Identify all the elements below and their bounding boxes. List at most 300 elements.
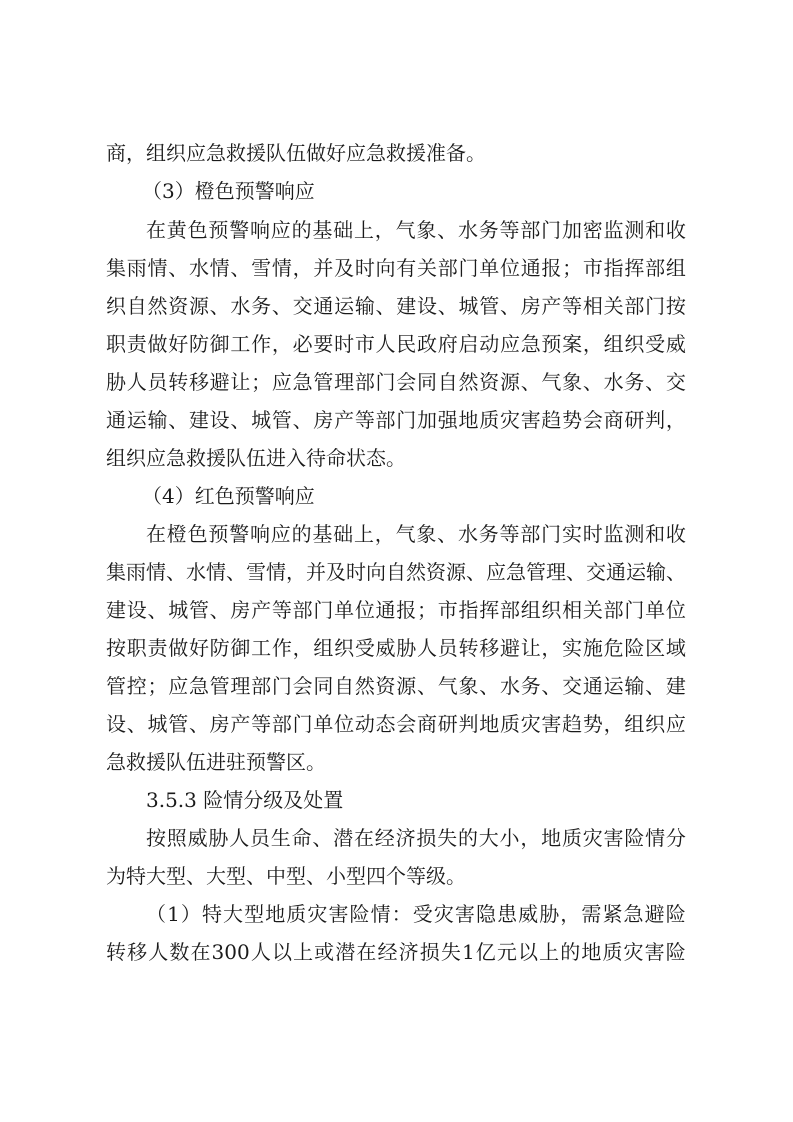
glyph: 作 bbox=[271, 636, 292, 660]
glyph: 时 bbox=[354, 256, 375, 280]
glyph: 织 bbox=[541, 598, 562, 622]
glyph: 害 bbox=[541, 712, 562, 736]
glyph: 时 bbox=[334, 332, 355, 356]
glyph: 的 bbox=[560, 940, 581, 964]
glyph: 房 bbox=[209, 712, 230, 736]
glyph: 黄 bbox=[166, 218, 187, 242]
glyph: 部 bbox=[271, 712, 292, 736]
glyph: 应 bbox=[270, 522, 291, 546]
glyph: 雨 bbox=[126, 560, 146, 584]
glyph: 自 bbox=[386, 560, 406, 584]
glyph: 避 bbox=[499, 636, 520, 660]
glyph: 灾 bbox=[623, 940, 644, 964]
glyph: 织 bbox=[645, 712, 666, 736]
glyph: 员 bbox=[147, 370, 168, 394]
glyph: 亿 bbox=[475, 940, 496, 964]
text-line bbox=[106, 327, 686, 361]
glyph: 、 bbox=[566, 560, 586, 584]
glyph: 作 bbox=[251, 332, 272, 356]
text-line bbox=[106, 593, 686, 627]
glyph: 必 bbox=[292, 332, 313, 356]
glyph: 及 bbox=[334, 256, 355, 280]
glyph: 织 bbox=[624, 332, 645, 356]
glyph: 害 bbox=[328, 902, 349, 926]
glyph: 小 bbox=[499, 826, 520, 850]
glyph: 象 bbox=[416, 218, 437, 242]
glyph: 情 bbox=[370, 902, 391, 926]
glyph: 组 bbox=[624, 712, 645, 736]
glyph: 民 bbox=[396, 332, 417, 356]
text-line bbox=[106, 935, 686, 969]
glyph: 位 bbox=[334, 712, 355, 736]
glyph: 源 bbox=[499, 370, 520, 394]
glyph: 管 bbox=[106, 674, 126, 698]
glyph: 务 bbox=[478, 218, 499, 242]
glyph: 气 bbox=[541, 370, 562, 394]
glyph: 然 bbox=[147, 294, 168, 318]
glyph: 判 bbox=[645, 408, 666, 432]
glyph: 潜 bbox=[333, 826, 354, 850]
glyph: 险 bbox=[624, 826, 645, 850]
glyph: 预 bbox=[541, 332, 562, 356]
glyph: 做 bbox=[147, 332, 168, 356]
glyph: 、 bbox=[582, 370, 603, 394]
glyph: 水 bbox=[603, 370, 624, 394]
glyph: 济 bbox=[395, 826, 416, 850]
glyph: 水 bbox=[188, 256, 209, 280]
glyph: 害 bbox=[520, 408, 541, 432]
glyph: 象 bbox=[416, 522, 437, 546]
glyph: 灾 bbox=[520, 712, 541, 736]
glyph: 职 bbox=[126, 636, 147, 660]
glyph: 情 bbox=[271, 256, 292, 280]
glyph: ； bbox=[251, 370, 272, 394]
glyph: 门 bbox=[541, 218, 562, 242]
glyph: ， bbox=[603, 712, 624, 736]
glyph: ， bbox=[286, 560, 306, 584]
glyph: ， bbox=[292, 256, 313, 280]
glyph: 御 bbox=[209, 332, 230, 356]
glyph: 地 bbox=[581, 940, 602, 964]
glyph: 、 bbox=[499, 294, 520, 318]
glyph: 威 bbox=[187, 826, 208, 850]
glyph: 、 bbox=[645, 370, 666, 394]
glyph: 向 bbox=[375, 256, 396, 280]
glyph: ， bbox=[374, 522, 395, 546]
glyph: 胁 bbox=[396, 636, 417, 660]
glyph: 报 bbox=[541, 256, 562, 280]
text-line: 急救援队伍进驻预警区。 bbox=[106, 750, 326, 774]
glyph: ， bbox=[292, 636, 313, 660]
glyph: 、 bbox=[417, 674, 438, 698]
glyph: 避 bbox=[644, 902, 665, 926]
glyph: 质 bbox=[602, 940, 623, 964]
glyph: 人 bbox=[375, 332, 396, 356]
glyph: 案 bbox=[562, 332, 583, 356]
glyph: 势 bbox=[582, 712, 603, 736]
glyph: 的 bbox=[291, 218, 312, 242]
glyph: 型 bbox=[244, 902, 265, 926]
glyph: 地 bbox=[479, 712, 500, 736]
glyph: 务 bbox=[251, 294, 272, 318]
glyph: 管 bbox=[526, 560, 546, 584]
glyph: 门 bbox=[624, 598, 645, 622]
text-line bbox=[106, 555, 686, 589]
glyph: 等 bbox=[271, 598, 292, 622]
glyph: 务 bbox=[478, 522, 499, 546]
glyph: 设 bbox=[106, 712, 126, 736]
glyph: 要 bbox=[313, 332, 334, 356]
glyph: （ bbox=[146, 902, 166, 926]
glyph: 人 bbox=[417, 636, 438, 660]
glyph: 气 bbox=[437, 674, 458, 698]
subheading: （4）红色预警响应 bbox=[142, 484, 315, 508]
glyph: 会 bbox=[396, 370, 417, 394]
glyph: 产 bbox=[251, 598, 272, 622]
glyph: 趋 bbox=[541, 408, 562, 432]
glyph: 急 bbox=[520, 332, 541, 356]
glyph: 部 bbox=[499, 598, 520, 622]
glyph: 府 bbox=[437, 332, 458, 356]
glyph: 管 bbox=[313, 370, 334, 394]
glyph: 域 bbox=[665, 636, 686, 660]
glyph: 管 bbox=[209, 674, 230, 698]
glyph: 交 bbox=[665, 370, 686, 394]
glyph: 加 bbox=[561, 218, 582, 242]
glyph: 市 bbox=[437, 598, 458, 622]
glyph: 质 bbox=[561, 826, 582, 850]
glyph: 政 bbox=[417, 332, 438, 356]
glyph: 动 bbox=[479, 332, 500, 356]
glyph: 患 bbox=[497, 902, 518, 926]
glyph: 等 bbox=[562, 294, 583, 318]
glyph: 灾 bbox=[499, 408, 520, 432]
glyph: 情 bbox=[206, 560, 226, 584]
glyph: 通 bbox=[106, 408, 126, 432]
glyph: 门 bbox=[375, 370, 396, 394]
glyph: 、 bbox=[271, 294, 292, 318]
glyph: 关 bbox=[582, 598, 603, 622]
glyph: 员 bbox=[437, 636, 458, 660]
glyph: 资 bbox=[168, 294, 189, 318]
glyph: 市 bbox=[354, 332, 375, 356]
glyph: 等 bbox=[499, 522, 520, 546]
glyph: 失 bbox=[437, 826, 458, 850]
glyph: 部 bbox=[645, 256, 666, 280]
glyph: 人 bbox=[126, 370, 147, 394]
glyph: 组 bbox=[665, 256, 686, 280]
glyph: 设 bbox=[126, 598, 147, 622]
glyph: 源 bbox=[188, 294, 209, 318]
glyph: 单 bbox=[334, 598, 355, 622]
glyph: 管 bbox=[479, 294, 500, 318]
glyph: ， bbox=[541, 636, 562, 660]
glyph: 门 bbox=[292, 712, 313, 736]
text-line: 组织应急救援队伍进入待命状态。 bbox=[106, 446, 406, 470]
glyph: 、 bbox=[437, 294, 458, 318]
glyph: 门 bbox=[541, 522, 562, 546]
glyph: 通 bbox=[606, 560, 626, 584]
glyph: 以 bbox=[271, 940, 292, 964]
glyph: 需 bbox=[581, 902, 602, 926]
glyph: 人 bbox=[229, 826, 250, 850]
glyph: 的 bbox=[291, 522, 312, 546]
glyph: 转 bbox=[458, 636, 479, 660]
glyph: 织 bbox=[334, 636, 355, 660]
glyph: 门 bbox=[271, 674, 292, 698]
glyph: 通 bbox=[313, 294, 334, 318]
glyph: 1 bbox=[167, 902, 180, 926]
glyph: 会 bbox=[582, 408, 603, 432]
glyph: 元 bbox=[496, 940, 517, 964]
glyph: 源 bbox=[446, 560, 466, 584]
glyph: 险 bbox=[624, 636, 645, 660]
glyph: 色 bbox=[187, 522, 208, 546]
glyph: 态 bbox=[375, 712, 396, 736]
glyph: 交 bbox=[586, 560, 606, 584]
glyph: 础 bbox=[333, 522, 354, 546]
glyph: 设 bbox=[209, 408, 230, 432]
glyph: 自 bbox=[126, 294, 147, 318]
glyph: 雪 bbox=[246, 560, 266, 584]
glyph: 指 bbox=[603, 256, 624, 280]
glyph: 经 bbox=[374, 826, 395, 850]
text-line bbox=[106, 251, 686, 285]
glyph: 理 bbox=[546, 560, 566, 584]
glyph: 移 bbox=[479, 636, 500, 660]
glyph: 好 bbox=[188, 636, 209, 660]
glyph: 预 bbox=[208, 522, 229, 546]
glyph: 情 bbox=[147, 256, 168, 280]
text-line: 商，组织应急救援队伍做好应急救援准备。 bbox=[106, 141, 486, 165]
glyph: 门 bbox=[645, 294, 666, 318]
glyph: 势 bbox=[562, 408, 583, 432]
glyph: 建 bbox=[188, 408, 209, 432]
glyph: 、 bbox=[209, 294, 230, 318]
glyph: 资 bbox=[375, 674, 396, 698]
glyph: 、 bbox=[230, 408, 251, 432]
glyph: 让 bbox=[520, 636, 541, 660]
glyph: 部 bbox=[520, 522, 541, 546]
glyph: 、 bbox=[168, 256, 189, 280]
glyph: 雪 bbox=[251, 256, 272, 280]
glyph: 动 bbox=[354, 712, 375, 736]
glyph: 交 bbox=[292, 294, 313, 318]
glyph: 位 bbox=[354, 598, 375, 622]
glyph: 转 bbox=[168, 370, 189, 394]
glyph: 上 bbox=[353, 522, 374, 546]
glyph: 城 bbox=[147, 712, 168, 736]
glyph: 、 bbox=[226, 560, 246, 584]
glyph: 象 bbox=[458, 674, 479, 698]
glyph: 急 bbox=[506, 560, 526, 584]
glyph: 研 bbox=[624, 408, 645, 432]
text-line bbox=[106, 669, 686, 703]
glyph: 好 bbox=[168, 332, 189, 356]
glyph: 在 bbox=[353, 826, 374, 850]
glyph: 运 bbox=[334, 294, 355, 318]
glyph: 建 bbox=[665, 674, 686, 698]
glyph: 集 bbox=[106, 256, 126, 280]
glyph: 部 bbox=[603, 598, 624, 622]
glyph: 300 bbox=[211, 940, 250, 964]
glyph: ； bbox=[147, 674, 168, 698]
glyph: 照 bbox=[166, 826, 187, 850]
glyph: 险 bbox=[665, 902, 686, 926]
glyph: 工 bbox=[230, 332, 251, 356]
glyph: 输 bbox=[147, 408, 168, 432]
glyph: 潜 bbox=[335, 940, 356, 964]
glyph: 单 bbox=[313, 712, 334, 736]
glyph: 员 bbox=[249, 826, 270, 850]
glyph: 威 bbox=[518, 902, 539, 926]
glyph: 收 bbox=[665, 218, 686, 242]
glyph: 、 bbox=[437, 218, 458, 242]
glyph: 有 bbox=[396, 256, 417, 280]
glyph: 管 bbox=[271, 408, 292, 432]
glyph: 色 bbox=[187, 218, 208, 242]
glyph: 部 bbox=[624, 294, 645, 318]
text-line bbox=[146, 213, 686, 247]
glyph: 交 bbox=[562, 674, 583, 698]
glyph: 御 bbox=[230, 636, 251, 660]
glyph: 紧 bbox=[602, 902, 623, 926]
glyph: 职 bbox=[106, 332, 126, 356]
glyph: 、 bbox=[292, 408, 313, 432]
glyph: 害 bbox=[644, 940, 665, 964]
glyph: 、 bbox=[666, 560, 686, 584]
glyph: 以 bbox=[518, 940, 538, 964]
glyph: 大 bbox=[478, 826, 499, 850]
glyph: 建 bbox=[396, 294, 417, 318]
glyph: 上 bbox=[293, 940, 314, 964]
glyph: 地 bbox=[265, 902, 286, 926]
glyph: 避 bbox=[209, 370, 230, 394]
glyph: ， bbox=[520, 826, 541, 850]
text-line bbox=[106, 707, 686, 741]
glyph: 并 bbox=[306, 560, 326, 584]
glyph: 施 bbox=[582, 636, 603, 660]
glyph: 地 bbox=[458, 408, 479, 432]
glyph: 组 bbox=[603, 332, 624, 356]
glyph: 在 bbox=[146, 522, 166, 546]
glyph: 判 bbox=[458, 712, 479, 736]
glyph: 研 bbox=[437, 712, 458, 736]
glyph: 按 bbox=[146, 826, 166, 850]
glyph: 、 bbox=[147, 598, 168, 622]
glyph: 的 bbox=[457, 826, 478, 850]
glyph: 门 bbox=[396, 408, 417, 432]
glyph: 产 bbox=[541, 294, 562, 318]
glyph: 础 bbox=[333, 218, 354, 242]
glyph: 商 bbox=[417, 712, 438, 736]
glyph: 责 bbox=[126, 332, 147, 356]
glyph: 情 bbox=[645, 826, 666, 850]
glyph: 密 bbox=[582, 218, 603, 242]
glyph: 时 bbox=[346, 560, 366, 584]
glyph: 应 bbox=[486, 560, 506, 584]
glyph: 象 bbox=[562, 370, 583, 394]
glyph: 或 bbox=[314, 940, 335, 964]
glyph: 急 bbox=[292, 370, 313, 394]
glyph: 报 bbox=[396, 598, 417, 622]
glyph: ） bbox=[180, 902, 201, 926]
glyph: 水 bbox=[457, 218, 478, 242]
glyph: 同 bbox=[313, 674, 334, 698]
glyph: 特 bbox=[201, 902, 222, 926]
glyph: 然 bbox=[406, 560, 426, 584]
glyph: 会 bbox=[396, 712, 417, 736]
glyph: 害 bbox=[603, 826, 624, 850]
glyph: 生 bbox=[270, 826, 291, 850]
glyph: 响 bbox=[249, 522, 270, 546]
glyph: 人 bbox=[250, 940, 271, 964]
glyph: 织 bbox=[106, 294, 126, 318]
glyph: 门 bbox=[313, 598, 334, 622]
glyph: 应 bbox=[665, 712, 686, 736]
glyph: 水 bbox=[499, 674, 520, 698]
glyph: 等 bbox=[354, 408, 375, 432]
glyph: 、 bbox=[645, 674, 666, 698]
glyph: 城 bbox=[458, 294, 479, 318]
glyph: 隐 bbox=[475, 902, 496, 926]
glyph: 并 bbox=[313, 256, 334, 280]
glyph: 、 bbox=[479, 674, 500, 698]
section-heading: 3.5.3 险情分级及处置 bbox=[146, 788, 344, 812]
glyph: 务 bbox=[520, 674, 541, 698]
glyph: 同 bbox=[417, 370, 438, 394]
glyph: 收 bbox=[665, 522, 686, 546]
glyph: 运 bbox=[603, 674, 624, 698]
glyph: 、 bbox=[230, 256, 251, 280]
glyph: 城 bbox=[168, 598, 189, 622]
glyph: 、 bbox=[188, 712, 209, 736]
glyph: 警 bbox=[229, 522, 250, 546]
glyph: ， bbox=[582, 332, 603, 356]
glyph: 等 bbox=[251, 712, 272, 736]
glyph: ； bbox=[417, 598, 438, 622]
glyph: 集 bbox=[106, 560, 126, 584]
glyph: 做 bbox=[168, 636, 189, 660]
glyph: 工 bbox=[251, 636, 272, 660]
glyph: 大 bbox=[223, 902, 244, 926]
glyph: 受 bbox=[645, 332, 666, 356]
glyph: 房 bbox=[520, 294, 541, 318]
text-line bbox=[106, 403, 686, 437]
glyph: 受 bbox=[412, 902, 433, 926]
glyph: 、 bbox=[126, 712, 147, 736]
glyph: 险 bbox=[665, 940, 686, 964]
glyph: 位 bbox=[665, 598, 686, 622]
glyph: 房 bbox=[313, 408, 334, 432]
glyph: 、 bbox=[437, 522, 458, 546]
glyph: 商 bbox=[603, 408, 624, 432]
glyph: 情 bbox=[209, 256, 230, 280]
glyph: 、 bbox=[466, 560, 486, 584]
glyph: 、 bbox=[520, 370, 541, 394]
glyph: 基 bbox=[312, 218, 333, 242]
glyph: 胁 bbox=[208, 826, 229, 850]
glyph: 、 bbox=[312, 826, 333, 850]
glyph: 灾 bbox=[307, 902, 328, 926]
glyph: 、 bbox=[168, 408, 189, 432]
glyph: 质 bbox=[479, 408, 500, 432]
glyph: 防 bbox=[188, 332, 209, 356]
glyph: 监 bbox=[603, 522, 624, 546]
glyph: 上 bbox=[353, 218, 374, 242]
glyph: 威 bbox=[665, 332, 686, 356]
glyph: 测 bbox=[624, 522, 645, 546]
